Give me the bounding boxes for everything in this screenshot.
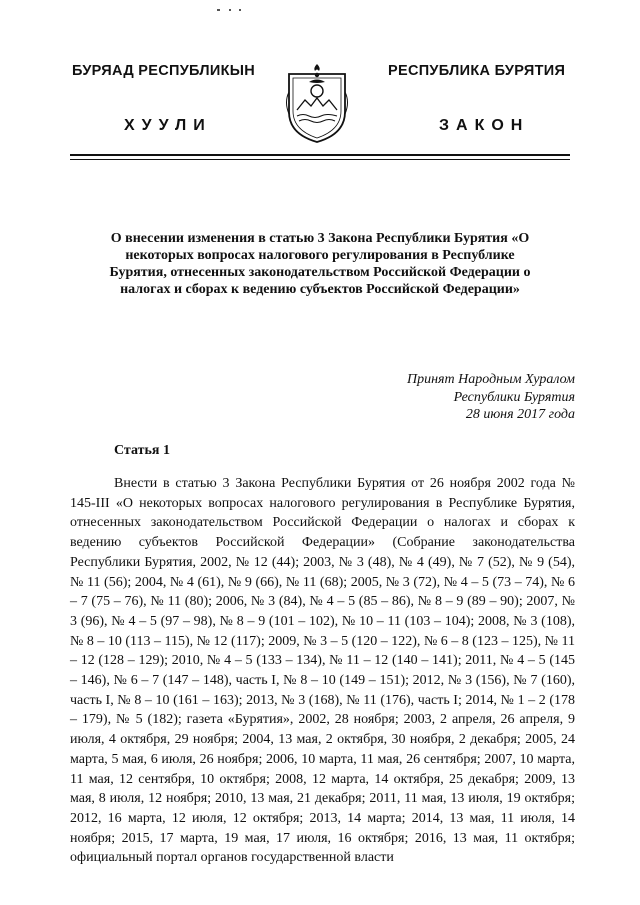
scan-speck — [239, 9, 241, 11]
scan-speck — [229, 9, 231, 11]
header-right-title: РЕСПУБЛИКА БУРЯТИЯ — [388, 63, 566, 79]
header-right-word: ЗАКОН — [439, 117, 530, 134]
adoption-date: 28 июня 2017 года — [465, 407, 575, 422]
header-left-word: ХУУЛИ — [124, 117, 212, 134]
document-title: О внесении изменения в статью 3 Закона Республики Бурятия «О некоторых вопросах налогового регулирования в Республике Бурятия, отнесенных законодательством Российской Федерации о налогах и сборах к ведению субъектов Российской Федерации» — [109, 231, 531, 297]
scan-speck — [217, 9, 220, 11]
header-divider-thin — [70, 159, 570, 160]
header-divider-thick — [70, 154, 570, 156]
adoption-line-1: Принят Народным Хуралом — [406, 372, 575, 387]
adoption-note — [330, 371, 575, 424]
coat-of-arms-icon — [283, 62, 351, 144]
adoption-line-2: Республики Бурятия — [453, 389, 575, 405]
header-left-title: БУРЯАД РЕСПУБЛИКЫН — [72, 63, 256, 79]
article-body-text: Внести в статью 3 Закона Республики Бурятия от 26 ноября 2002 года № 145-III «О некоторых вопросах налогового регулирования в Республике Бурятия, отнесенных законодательством Российской Федерации о налогах и сборах к ведению субъектов Российской Федерации» (Собрание законодательства Республики Бурятия, 2002, № 12 (44); 2003, № 3 (48), № 4 (49), № 7 (52), № 9 (54), № 11 (56); 2004, № 4 (61), № 9 (66), № 11 (68); 2005, № 3 (72), № 4 – 5 (73 – 74), № 6 – 7 (75 – 76), № 11 (80); 2006, № 3 (84), № 4 – 5 (85 – 86), № 8 – 9 (89 – 90); 2007, № 3 (96), № 4 – 5 (97 – 98), № 8 – 9 (101 – 102), № 10 – 11 (103 – 104); 2008, № 3 (108), № 8 – 10 (113 – 115), № 12 (117); 2009, № 3 – 5 (120 – 122), № 6 – 8 (123 – 125), № 11 – 12 (128 – 129); 2010, № 4 – 5 (133 – 134), № 11 – 12 (140 – 141); 2011, № 4 – 5 (145 – 146), № 6 – 7 (147 – 148), часть I, № 8 – 10 (149 – 151); 2012, № 3 (156), № 7 (160), часть I, № 8 – 10 (161 – 163); 2013, № 3 (168), № 11 (176), часть I; 2014, № 1 – 2 (178 – 179), № 5 (182); газета «Бурятия», 2002, 28 ноября; 2003, 2 апреля, 26 апреля, 9 июля, 4 октября, 29 ноября; 2004, 13 мая, 2 октября, 30 ноября, 2 декабря; 2005, 24 марта, 5 мая, 6 июля, 26 ноября; 2006, 10 марта, 11 мая, 26 сентября; 2007, 10 марта, 11 мая, 12 сентября, 10 октября; 2008, 12 марта, 14 октября, 25 декабря; 2009, 13 мая, 8 июля, 12 ноября; 2010, 13 мая, 21 декабря; 2011, 11 мая, 13 июля, 19 октября; 2012, 16 марта, 12 июля, 12 октября; 2013, 14 марта; 2014, 13 мая, 11 июля, 14 ноября; 2015, 17 марта, 19 мая, 17 июля, 16 октября; 2016, 13 мая, 11 октября; официальный портал органов государственной власти — [70, 476, 575, 866]
article-heading: Статья 1 — [114, 443, 170, 458]
